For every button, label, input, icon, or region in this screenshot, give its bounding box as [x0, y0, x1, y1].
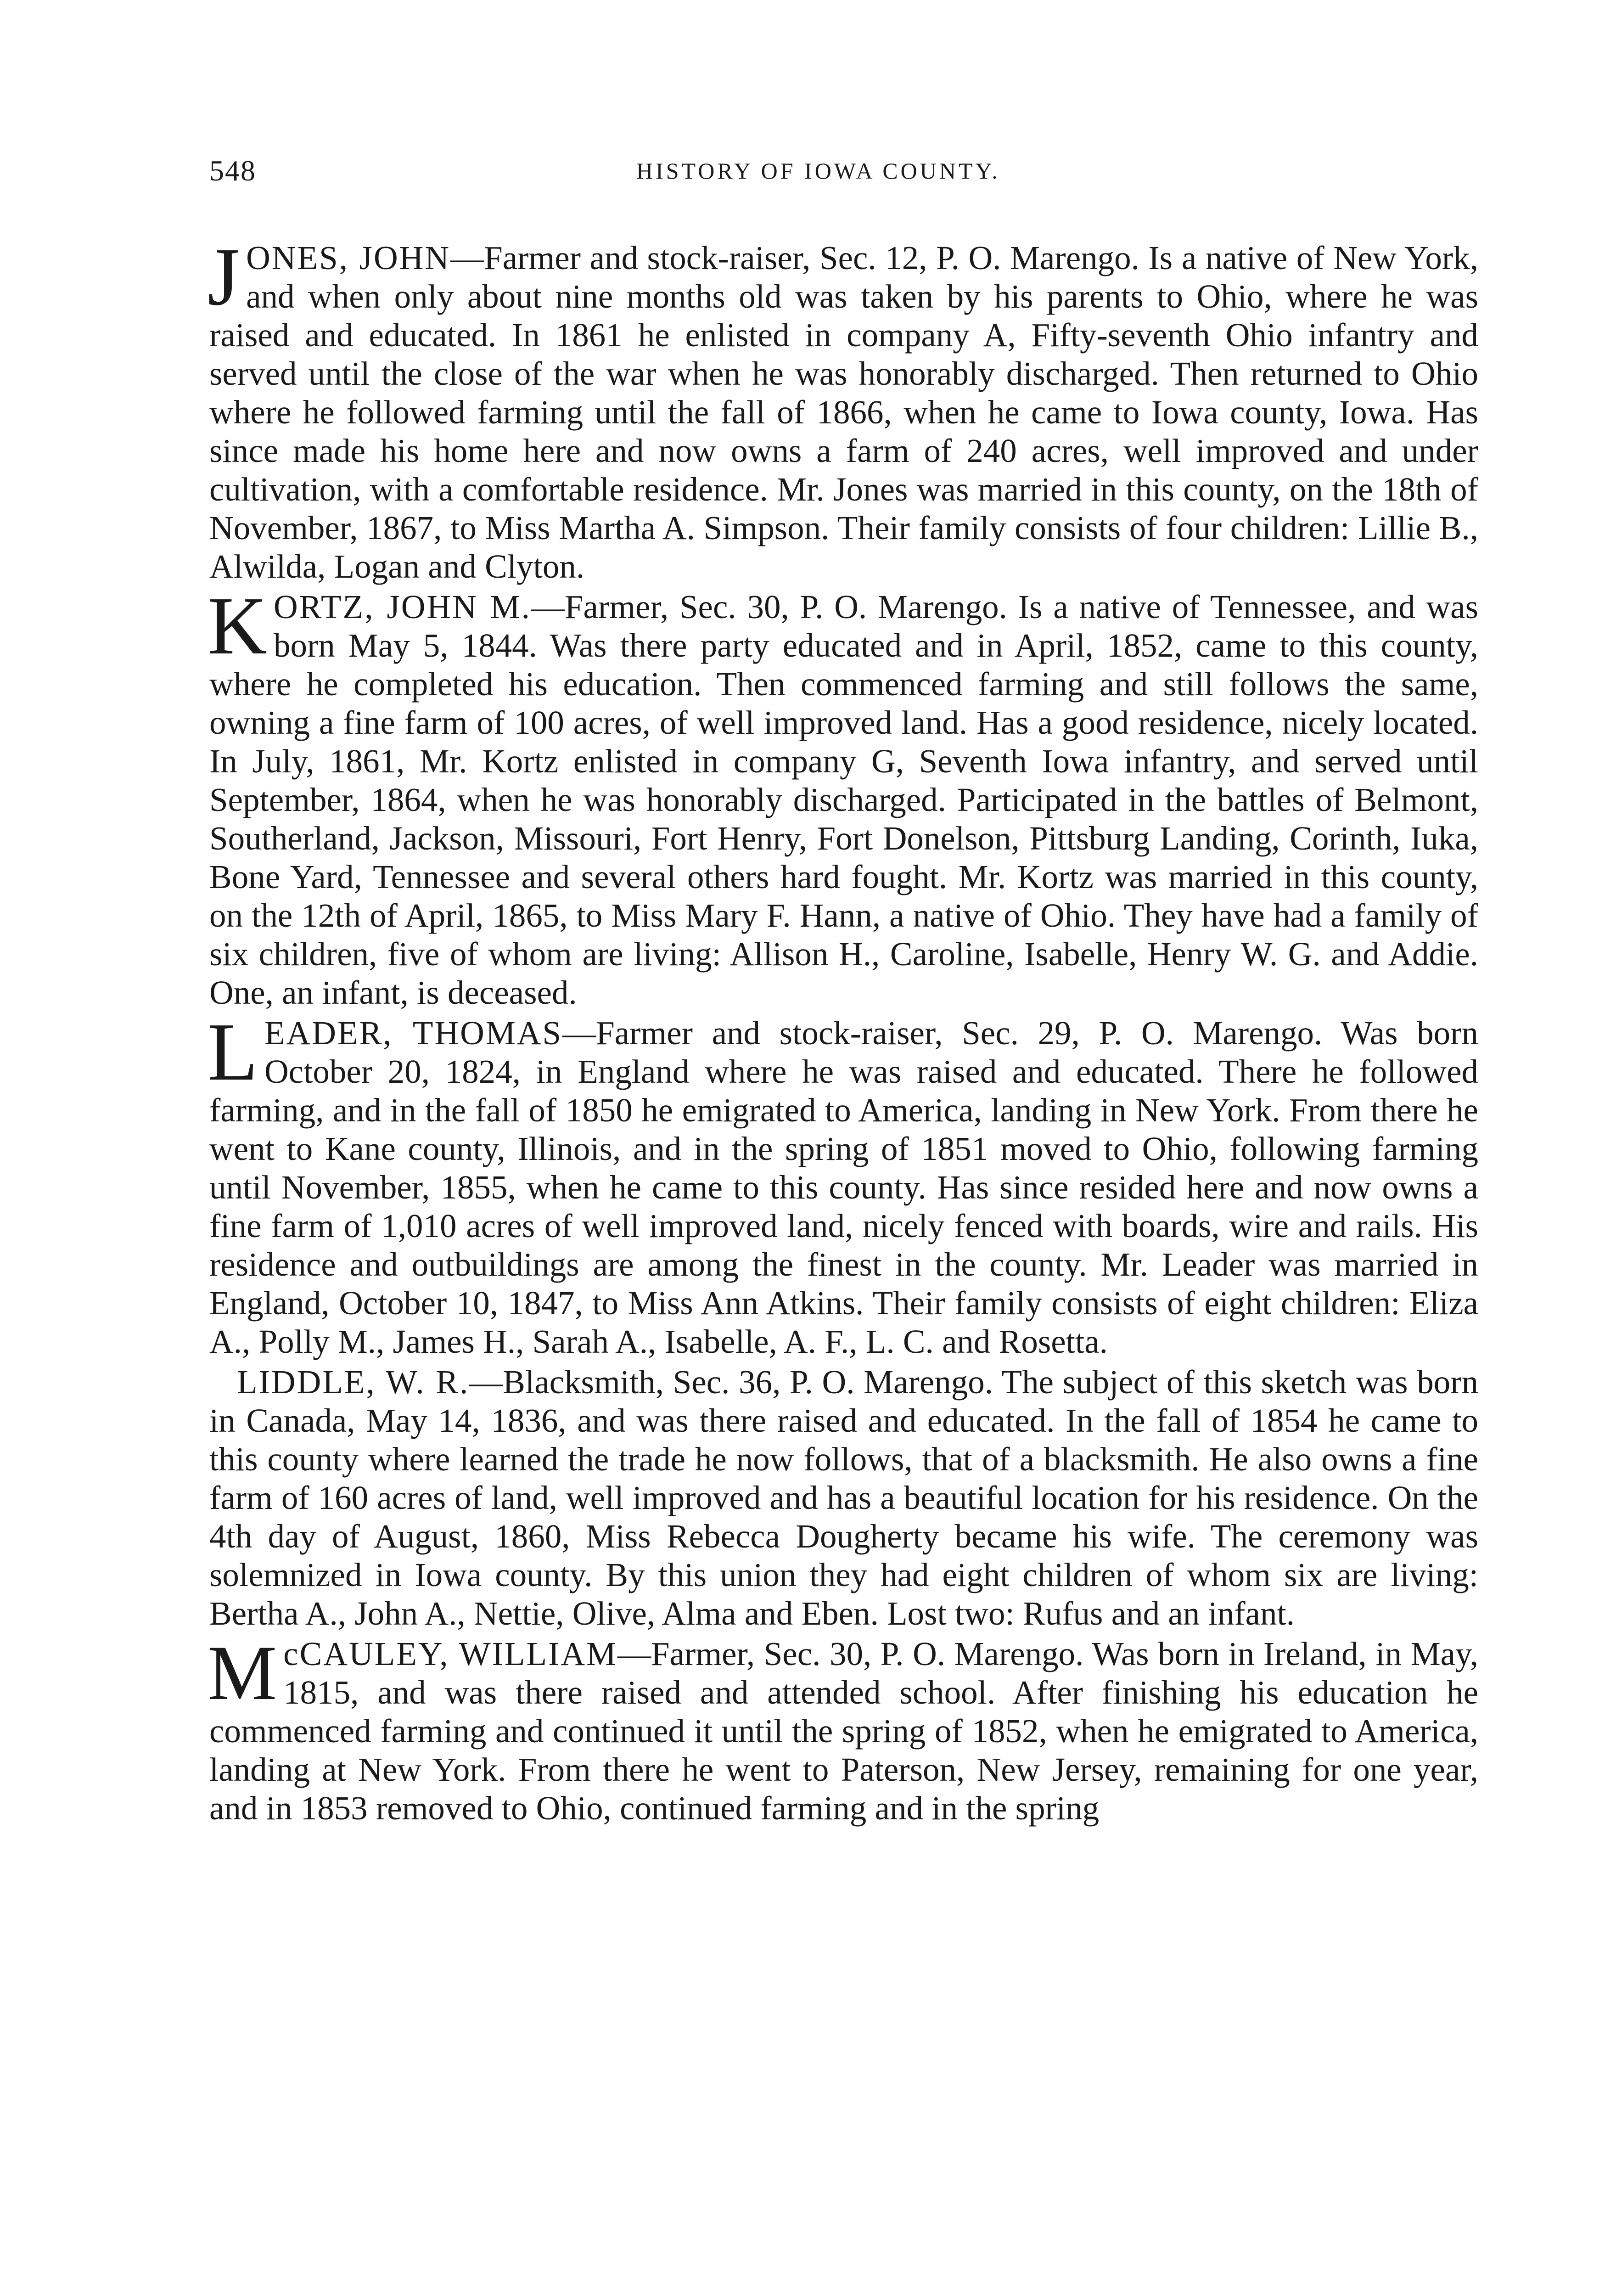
running-head: HISTORY OF IOWA COUNTY.	[636, 158, 1000, 184]
entry-text: —Farmer, Sec. 30, P. O. Marengo. Was born in Ireland, in May, 1815, and was there raised and attended school. After finishing his education he commenced farming and continued it until the spring of 1852, when he emigrated to America, landing at New York. From there he went to Paterson, New Jersey, remaining for one year, and in 1853 removed to Ohio, continued farming and in the spring	[209, 1635, 1479, 1827]
drop-cap: K	[208, 580, 267, 671]
entry-text: —Farmer, Sec. 30, P. O. Marengo. Is a native of Tennessee, and was born May 5, 1844. Was there party educated and in April, 1852, came to this county, where he completed his education. Then commenced farming and still follows the same, owning a fine farm of 100 acres, of well improved land. Has a good residence, nicely located. In July, 1861, Mr. Kortz enlisted in company G, Seventh Iowa infantry, and served until September, 1864, when he was honorably discharged. Participated in the battles of Belmont, Southerland, Jackson, Missouri, Fort Henry, Fort Donelson, Pittsburg Landing, Corinth, Iuka, Bone Yard, Tennessee and several others hard fought. Mr. Kortz was married in this county, on the 12th of April, 1865, to Miss Mary F. Hann, a native of Ohio. They have had a family of six children, five of whom are living: Allison H., Caroline, Isabelle, Henry W. G. and Addie. One, an infant, is deceased.	[209, 588, 1478, 1011]
drop-cap: J	[208, 231, 240, 322]
entry-name: ORTZ, JOHN M.	[274, 588, 531, 625]
entry-text: —Farmer and stock-raiser, Sec. 12, P. O. Marengo. Is a native of New York, and when only about nine months old was taken by his parents to Ohio, where he was raised and educated. In 1861 he enlisted in company A, Fifty-seventh Ohio infantry and served until the close of the war when he was honorably discharged. Then returned to Ohio where he followed farming until the fall of 1866, when he came to Iowa county, Iowa. Has since made his home here and now owns a farm of 240 acres, well improved and under cultivation, with a comfortable residence. Mr. Jones was married in this county, on the 18th of November, 1867, to Miss Martha A. Simpson. Their family consists of four children: Lillie B., Alwilda, Logan and Clyton.	[209, 239, 1478, 585]
biography-entry-mccauley	[208, 1630, 1479, 1828]
entry-name: cCAULEY, WILLIAM	[283, 1635, 618, 1672]
biography-entry-liddle	[209, 1363, 1478, 1633]
page-header	[209, 154, 1478, 195]
page-body	[208, 231, 1479, 1829]
page-number: 548	[209, 154, 256, 187]
entry-text: —Blacksmith, Sec. 36, P. O. Marengo. The subject of this sketch was born in Canada, May 14, 1836, and was there raised and educated. In the fall of 1854 he came to this county where learned the trade he now follows, that of a blacksmith. He also owns a fine farm of 160 acres of land, well improved and has a beautiful location for his residence. On the 4th day of August, 1860, Miss Rebecca Dougherty became his wife. The ceremony was solemnized in Iowa county. By this union they had eight children of whom six are living: Bertha A., John A., Nettie, Olive, Alma and Eben. Lost two: Rufus and an infant.	[209, 1363, 1479, 1632]
biography-entry-jones	[208, 231, 1478, 586]
biography-entry-leader	[208, 1006, 1478, 1361]
drop-cap: M	[208, 1630, 277, 1716]
entry-name: EADER, THOMAS	[264, 1014, 563, 1052]
drop-cap: L	[208, 1006, 258, 1097]
entry-name: LIDDLE, W. R.	[237, 1363, 470, 1401]
biography-entry-kortz	[208, 580, 1478, 1012]
entry-name: ONES, JOHN	[246, 239, 451, 276]
entry-text: —Farmer and stock-raiser, Sec. 29, P. O. Marengo. Was born October 20, 1824, in England where he was raised and educated. There he followed farming, and in the fall of 1850 he emigrated to America, landing in New York. From there he went to Kane county, Illinois, and in the spring of 1851 moved to Ohio, following farming until November, 1855, when he came to this county. Has since resided here and now owns a fine farm of 1,010 acres of well improved land, nicely fenced with boards, wire and rails. His residence and outbuildings are among the finest in the county. Mr. Leader was married in England, October 10, 1847, to Miss Ann Atkins. Their family consists of eight children: Eliza A., Polly M., James H., Sarah A., Isabelle, A. F., L. C. and Rosetta.	[209, 1014, 1478, 1360]
